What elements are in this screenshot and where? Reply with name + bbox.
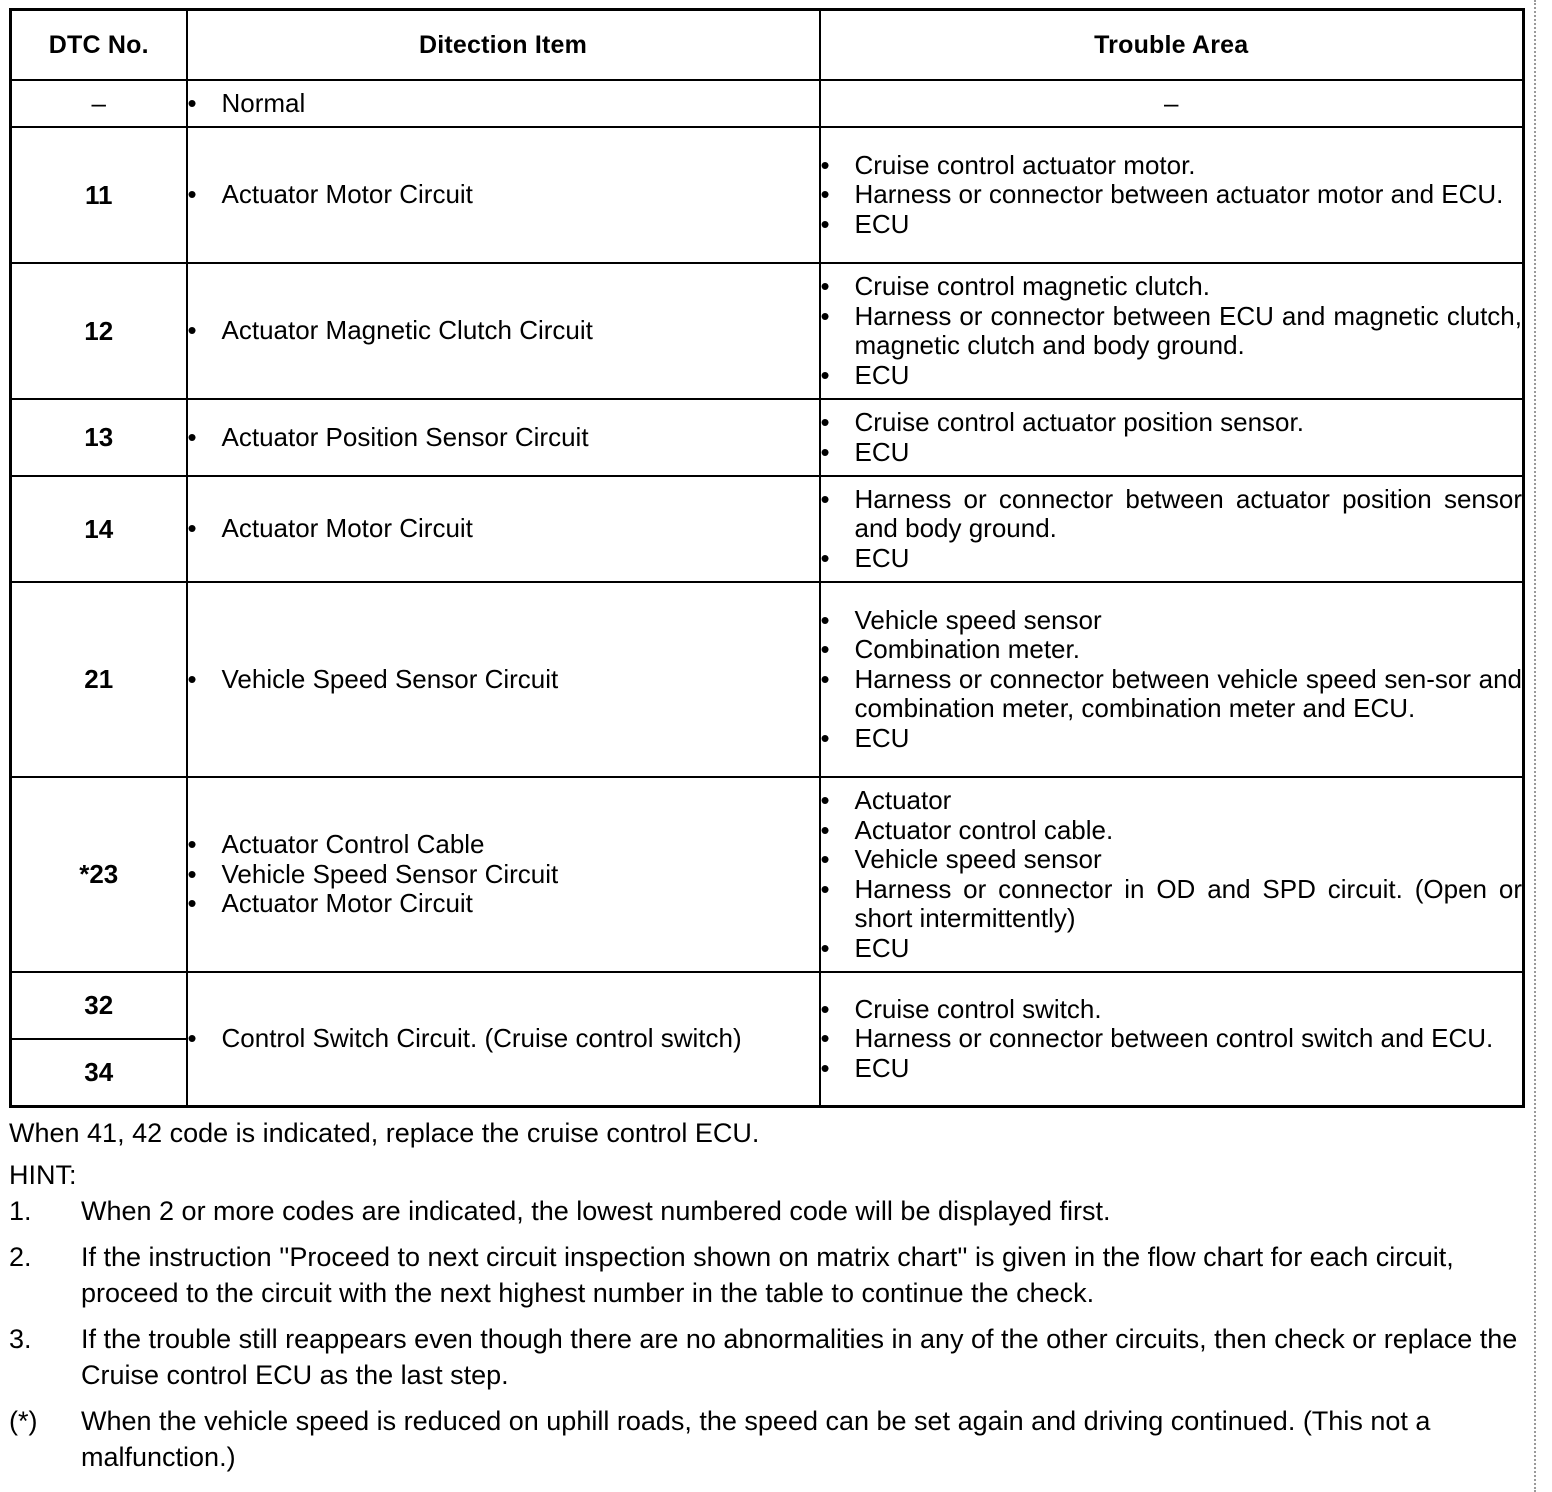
trouble-area-item: • Harness or connector between ECU and magnetic clutch, magnetic clutch and body ground. <box>821 302 1523 361</box>
detection-item: • Actuator Position Sensor Circuit <box>188 423 819 453</box>
detection-item: • Actuator Magnetic Clutch Circuit <box>188 316 819 346</box>
detection-item-cell <box>187 476 820 582</box>
page-edge-dotted-line <box>1534 0 1536 1492</box>
trouble-area-item: • ECU <box>821 724 1523 754</box>
hint-number: 2. <box>9 1242 32 1272</box>
trouble-area-cell: – <box>820 80 1524 127</box>
hint-label: HINT: <box>9 1160 77 1190</box>
dtc-code: 14 <box>11 476 187 582</box>
detection-item-cell <box>187 582 820 777</box>
trouble-area-item: • ECU <box>821 438 1523 468</box>
table-row <box>11 777 1524 972</box>
hint-item <box>9 1193 1523 1229</box>
trouble-area-item: • ECU <box>821 544 1523 574</box>
table-row <box>11 399 1524 476</box>
detection-item-cell <box>187 777 820 972</box>
hint-item <box>9 1403 1523 1475</box>
hint-text: When the vehicle speed is reduced on uphill roads, the speed can be set again and driving continued. (This not a malfunction.) <box>81 1406 1431 1472</box>
trouble-area-item: • Harness or connector between control switch and ECU. <box>821 1024 1523 1054</box>
trouble-area-item: • Harness or connector in OD and SPD circuit. (Open or short intermittently) <box>821 875 1523 934</box>
detection-item: • Vehicle Speed Sensor Circuit <box>188 860 819 890</box>
header-detection-item: Ditection Item <box>187 10 820 81</box>
dtc-code: *23 <box>11 777 187 972</box>
detection-item: • Actuator Motor Circuit <box>188 889 819 919</box>
trouble-area-item: • Vehicle speed sensor <box>821 845 1523 875</box>
dtc-code: 11 <box>11 127 187 263</box>
hint-number: 1. <box>9 1196 32 1226</box>
trouble-area-item: • Actuator control cable. <box>821 816 1523 846</box>
detection-item: • Normal <box>188 89 819 119</box>
trouble-area-cell <box>820 263 1524 399</box>
trouble-area-item: • ECU <box>821 361 1523 391</box>
dtc-code: 13 <box>11 399 187 476</box>
trouble-area-item: • ECU <box>821 934 1523 964</box>
dtc-table <box>9 8 1525 1108</box>
detection-item-cell <box>187 263 820 399</box>
hint-number: 3. <box>9 1324 32 1354</box>
detection-item-cell <box>187 80 820 127</box>
trouble-area-item: • Cruise control actuator motor. <box>821 151 1523 181</box>
dtc-code: 32 <box>11 972 187 1039</box>
trouble-area-item: • Vehicle speed sensor <box>821 606 1523 636</box>
trouble-area-cell <box>820 476 1524 582</box>
trouble-area-cell <box>820 777 1524 972</box>
trouble-area-item: • Harness or connector between vehicle speed sen-sor and combination meter, combination meter and ECU. <box>821 665 1523 724</box>
hint-text: If the instruction ''Proceed to next circuit inspection shown on matrix chart'' is given in the flow chart for each circuit, proceed to the circuit with the next highest number in the table to continue the check. <box>81 1242 1454 1308</box>
header-trouble-area: Trouble Area <box>820 10 1524 81</box>
notes-section <box>9 1115 1523 1485</box>
detection-item-cell <box>187 399 820 476</box>
table-header-row <box>11 10 1524 81</box>
trouble-area-cell <box>820 972 1524 1106</box>
trouble-area-cell <box>820 399 1524 476</box>
hint-text: If the trouble still reappears even though there are no abnormalities in any of the other circuits, then check or replace the Cruise control ECU as the last step. <box>81 1324 1518 1390</box>
trouble-area-item: • Actuator <box>821 786 1523 816</box>
detection-item: • Vehicle Speed Sensor Circuit <box>188 665 819 695</box>
dtc-code: 34 <box>11 1039 187 1106</box>
hint-item <box>9 1321 1523 1393</box>
detection-item: • Actuator Motor Circuit <box>188 514 819 544</box>
trouble-area-item: • Harness or connector between actuator motor and ECU. <box>821 180 1523 210</box>
detection-item-cell <box>187 127 820 263</box>
header-dtc-no: DTC No. <box>11 10 187 81</box>
hint-number: (*) <box>9 1406 38 1436</box>
trouble-area-item: • Cruise control actuator position sensor. <box>821 408 1523 438</box>
table-row <box>11 263 1524 399</box>
table-row <box>11 972 1524 1039</box>
table-row <box>11 476 1524 582</box>
trouble-area-item: • Cruise control switch. <box>821 995 1523 1025</box>
detection-item-cell <box>187 972 820 1106</box>
hint-text: When 2 or more codes are indicated, the lowest numbered code will be displayed first. <box>81 1196 1111 1226</box>
trouble-area-item: • Combination meter. <box>821 635 1523 665</box>
detection-item: • Actuator Motor Circuit <box>188 180 819 210</box>
replace-note: When 41, 42 code is indicated, replace the cruise control ECU. <box>9 1118 760 1148</box>
dtc-code: 12 <box>11 263 187 399</box>
detection-item: • Control Switch Circuit. (Cruise control switch) <box>188 1024 819 1054</box>
hint-item <box>9 1239 1523 1311</box>
detection-item: • Actuator Control Cable <box>188 830 819 860</box>
dtc-code: – <box>11 80 187 127</box>
table-row <box>11 127 1524 263</box>
dtc-code: 21 <box>11 582 187 777</box>
trouble-area-item: • ECU <box>821 1054 1523 1084</box>
trouble-area-item: • ECU <box>821 210 1523 240</box>
trouble-area-cell <box>820 127 1524 263</box>
table-row <box>11 80 1524 127</box>
trouble-area-item: • Cruise control magnetic clutch. <box>821 272 1523 302</box>
table-row <box>11 582 1524 777</box>
trouble-area-item: • Harness or connector between actuator position sensor and body ground. <box>821 485 1523 544</box>
trouble-area-cell <box>820 582 1524 777</box>
